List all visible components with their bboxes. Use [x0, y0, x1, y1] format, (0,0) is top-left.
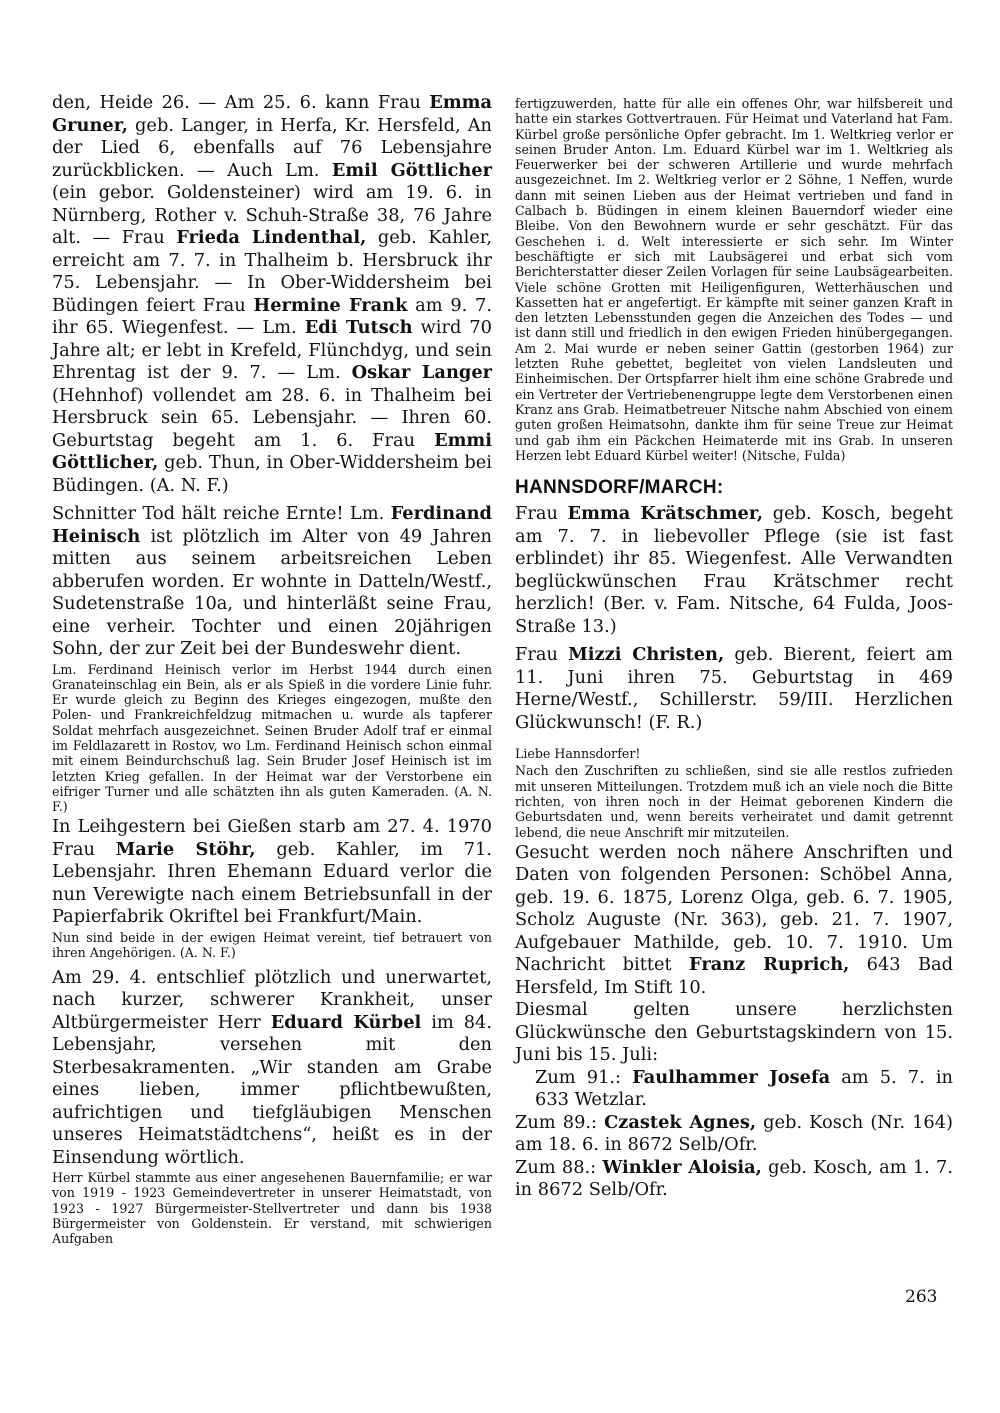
- obituary-stoehr-paragraph: In Leihgestern bei Gießen starb am 27. 4. 1970 Frau Marie Stöhr, geb. Kahler, im 71. Lebensjahr. Ihren Ehemann Eduard verlor die nun Verewigte nach einem Betriebsunfall in der Papierfabrik Okriftel bei Frankfurt/Main.: [52, 816, 493, 928]
- obituary-heinisch-details: Lm. Ferdinand Heinisch verlor im Herbst 1944 durch einen Granateinschlag ein Bein, als er als Spieß in die vordere Linie fuhr. Er wurde gleich zu Beginn des Krieges eingezogen, mußte den Polen- und Frankreichfeldzug mitmachen u. wurde als tapferer Soldat mehrfach ausgezeichnet. Seinen Bruder Adolf traf er einmal im Feldlazarett in Rostov, wo Lm. Ferdinand Heinisch schon einmal mit einem Beindurchschuß lag. Sein Bruder Josef Heinisch ist im letzten Krieg gefallen. In der Heimat war der Verstorbene ein eifriger Turner und alle schätzten ihn als guten Kameraden. (A. N. F.): [52, 661, 492, 815]
- search-notice-paragraph: Gesucht werden noch nähere Anschriften und Daten von folgenden Personen: Schöbel Anna, geb. 19. 6. 1875, Lorenz Olga, geb. 6. 7. 1905, Scholz Auguste (Nr. 363), geb. 21. 7. 1907, Aufgebauer Mathilde, geb. 10. 7. 1910. Um Nachricht bittet Franz Ruprich, 643 Bad Hersfeld, Im Stift 10.: [515, 841, 953, 998]
- obituary-kuerbel-paragraph: Am 29. 4. entschlief plötzlich und unerwartet, nach kurzer, schwerer Krankheit, unser Altbürgermeister Herr Eduard Kürbel im 84. Lebensjahr, versehen mit den Sterbesakramenten. „Wir standen am Grabe eines lieben, immer pflichtbewußten, aufrichtigen und tiefgläubigen Menschen unseres Heimatstädtchens“, heißt es in der Einsendung wörtlich.: [52, 966, 492, 1168]
- birthday-list-intro: Diesmal gelten unsere herzlichsten Glückwünsche den Geburtstagskindern von 15. Juni bis 15. Juli:: [515, 999, 953, 1066]
- letter-greeting: Liebe Hannsdorfer!: [515, 746, 641, 762]
- right-column: [515, 92, 953, 1202]
- birthday-christen-paragraph: Frau Mizzi Christen, geb. Bierent, feiert am 11. Juni ihren 75. Geburtstag in 469 Herne/Westf., Schillerstr. 59/III. Herzlichen Glückwunsch! (F. R.): [515, 644, 953, 733]
- obituary-heinisch-paragraph: Schnitter Tod hält reiche Ernte! Lm. Ferdinand Heinisch ist plötzlich im Alter von 49 Jahren mitten aus seinem arbeitsreichen Leben abberufen worden. Er wohnte in Datteln/Westf., Sudetenstraße 10a, und hinterläßt seine Frau, eine verheir. Tochter und einen 20jährigen Sohn, der zur Zeit bei der Bundeswehr dient.: [52, 503, 492, 659]
- obituary-kuerbel-details: Herr Kürbel stammte aus einer angesehenen Bauernfamilie; er war von 1919 - 1923 Gemeindevertreter in unserer Heimatstadt, von 1923 - 1927 Bürgermeister-Stellvertreter und dann bis 1938 Bürgermeister von Goldenstein. Er verstand, mit schwierigen Aufgaben: [52, 1170, 492, 1247]
- left-column: [52, 92, 492, 1249]
- birthday-notices-paragraph: den, Heide 26. — Am 25. 6. kann Frau Emma Gruner, geb. Langer, in Herfa, Kr. Hersfeld, An der Lied 6, ebenfalls auf 76 Lebensjahre zurückblicken. — Auch Lm. Emil Göttlicher (ein gebor. Goldensteiner) wird am 19. 6. in Nürnberg, Rother v. Schuh-Straße 38, 76 Jahre alt. — Frau Frieda Lindenthal, geb. Kahler, erreicht am 7. 7. in Thalheim b. Hersbruck ihr 75. Lebensjahr. — In Ober-Widdersheim bei Büdingen feiert Frau Hermine Frank am 9. 7. ihr 65. Wiegenfest. — Lm. Edi Tutsch wird 70 Jahre alt; er lebt in Krefeld, Flünchdyg, und sein Ehrentag ist der 9. 7. — Lm. Oskar Langer (Hehnhof) vollendet am 28. 6. in Thalheim bei Hersbruck sein 65. Lebensjahr. — Ihren 60. Geburtstag begeht am 1. 6. Frau Emmi Göttlicher, geb. Thun, in Ober-Widdersheim bei Büdingen. (A. N. F.): [52, 92, 493, 496]
- page-number: 263: [905, 1287, 938, 1307]
- section-heading-hannsdorf: HANNSDORF/MARCH:: [515, 477, 724, 499]
- obituary-stoehr-details: Nun sind beide in der ewigen Heimat vereint, tief betrauert von ihren Angehörigen. (A. N. F.): [52, 929, 492, 961]
- birthday-kraetschmer-paragraph: Frau Emma Krätschmer, geb. Kosch, begeht am 7. 7. in liebevoller Pflege (sie ist fast erblindet) ihr 85. Wiegenfest. Alle Verwandten beglückwünschen Frau Krätschmer recht herzlich! (Ber. v. Fam. Nitsche, 64 Fulda, Joos-Straße 13.): [515, 503, 953, 637]
- letter-body: Nach den Zuschriften zu schließen, sind sie alle restlos zufrieden mit unseren Mitteilungen. Trotzdem muß ich an viele noch die Bitte richten, von ihren noch in der Heimat geborenen Kindern die Geburtsdaten und, wenn bereits verheiratet und damit getrennt lebend, die neue Anschrift mir mitzuteilen.: [515, 763, 953, 840]
- list-item: Zum 89.: Czastek Agnes, geb. Kosch (Nr. 164) am 18. 6. in 8672 Selb/Ofr.: [515, 1111, 953, 1156]
- list-item: Zum 91.: Faulhammer Josefa am 5. 7. in 633 Wetzlar.: [535, 1066, 953, 1111]
- obituary-kuerbel-continued: fertigzuwerden, hatte für alle ein offenes Ohr, war hilfsbereit und hatte ein starkes Gottvertrauen. Für Heimat und Vaterland hat Fam. Kürbel große persönliche Opfer gebracht. Im 1. Weltkrieg verlor er seinen Bruder Anton. Lm. Eduard Kürbel war im 1. Weltkrieg als Feuerwerker bei der schweren Artillerie und wurde mehrfach ausgezeichnet. Im 2. Weltkrieg verlor er 2 Söhne, 1 Neffen, wurde dann mit seinen Lieben aus der Heimat vertrieben und fand in Calbach b. Büdingen in einem kleinen Bauerndorf wieder eine Bleibe. Von den Bewohnern wurde er sehr geschätzt. Für das Geschehen i. d. Welt interessierte er sich sehr. Im Winter beschäftigte er sich mit Laubsägerei und erbat sich vom Berichterstatter dieser Zeilen Vorlagen für seine Laubsägearbeiten. Viele schöne Grotten mit Heiligenfiguren, Wetterhäuschen und Kassetten hat er angefertigt. Er kämpfte mit seiner ganzen Kraft in den letzten Lebensstunden gegen die Anzeichen des Todes — und ist dann still und friedlich in den ewigen Frieden hinübergegangen. Am 2. Mai wurde er neben seiner Gattin (gestorben 1964) zur letzten Ruhe gebettet, begleitet von vielen Landsleuten und Einheimischen. Der Ortspfarrer hielt ihm eine schöne Grabrede und ein Vertreter der Vertriebenengruppe legte dem Verstorbenen einen Kranz ans Grab. Heimatbetreuer Nitsche nahm Abschied von einem guten großen Heimatsohn, dankte ihm für seine Treue zur Heimat und gab ihm ein Päckchen Heimaterde mit ins Grab. In unseren Herzen lebt Eduard Kürbel weiter! (Nitsche, Fulda): [515, 96, 953, 463]
- list-item: Zum 88.: Winkler Aloisia, geb. Kosch, am 1. 7. in 8672 Selb/Ofr.: [515, 1156, 953, 1201]
- birthday-list: [515, 1067, 953, 1202]
